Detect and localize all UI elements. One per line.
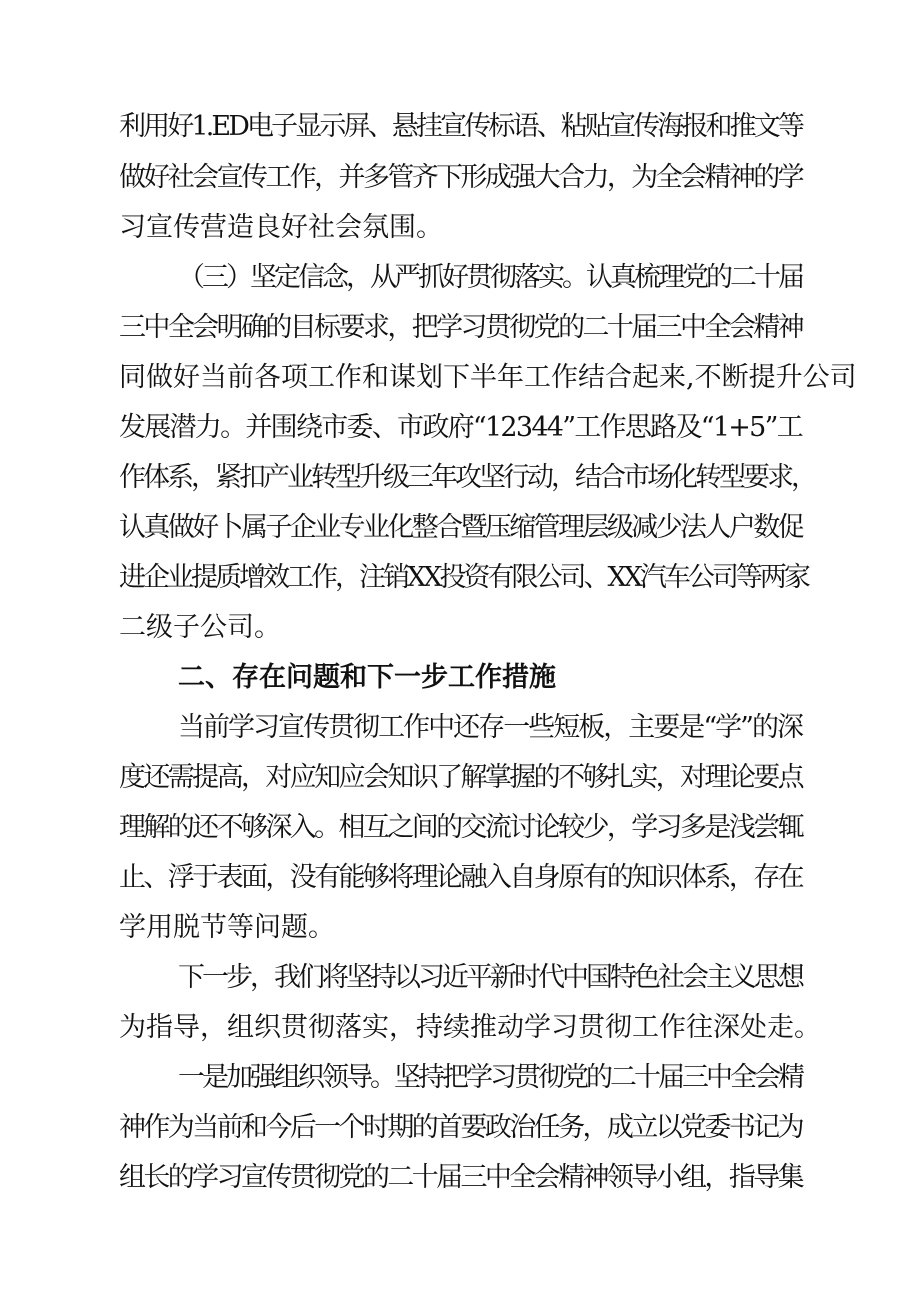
text-line: 三中全会明确的目标要求，把学习贯彻党的二十届三中全会精神: [119, 312, 802, 343]
text-line: 理解的还不够深入。相互之间的交流讨论较少，学习多是浅尝辄: [119, 812, 802, 843]
text-line: 习宣传营造良好社会氛围。: [119, 212, 443, 243]
text-line: 发展潜力。并围绕市委、市政府“12344”工作思路及“1+5”工: [119, 412, 802, 443]
text-line: 为指导，组织贯彻落实，持续推动学习贯彻工作往深处走。: [119, 1012, 821, 1043]
text-line: 当前学习宣传贯彻工作中还存一些短板，主要是“学”的深: [178, 712, 802, 743]
text-line: 下一步，我们将坚持以习近平新时代中国特色社会主义思想: [178, 962, 802, 993]
text-line: 度还需提高，对应知应会知识了解掌握的不够扎实，对理论要点: [119, 762, 802, 793]
text-line: 同做好当前各项工作和谋划下半年工作结合起来,不断提升公司: [119, 362, 857, 393]
text-line: 利用好1.ED电子显示屏、悬挂宣传标语、粘贴宣传海报和推文等: [119, 111, 802, 142]
text-line: 学用脱节等问题。: [119, 912, 335, 943]
text-line: 组长的学习宣传贯彻党的二十届三中全会精神领导小组，指导集: [119, 1162, 802, 1193]
text-line: （三）坚定信念，从严抓好贯彻落实。认真梳理党的二十届: [178, 262, 802, 293]
text-line: 一是加强组织领导。坚持把学习贯彻党的二十届三中全会精: [178, 1062, 802, 1093]
text-line: 二级子公司。: [119, 612, 281, 643]
text-line: 认真做好卜属子企业专业化整合暨压缩管理层级减少法人户数促: [119, 512, 802, 543]
text-line: 做好社会宣传工作，并多管齐下形成强大合力，为全会精神的学: [119, 162, 802, 193]
text-line: 止、浮于表面，没有能够将理论融入自身原有的知识体系，存在: [119, 862, 802, 893]
text-line: 神作为当前和今后一个时期的首要政治任务，成立以党委书记为: [119, 1112, 802, 1143]
section-heading: 二、存在问题和下一步工作措施: [178, 662, 556, 693]
text-line: 作体系，紧扣产业转型升级三年攻坚行动，结合市场化转型要求，: [119, 462, 815, 493]
text-line: 进企业提质增效工作，注销XX投资有限公司、XX汽车公司等两家: [119, 562, 808, 593]
